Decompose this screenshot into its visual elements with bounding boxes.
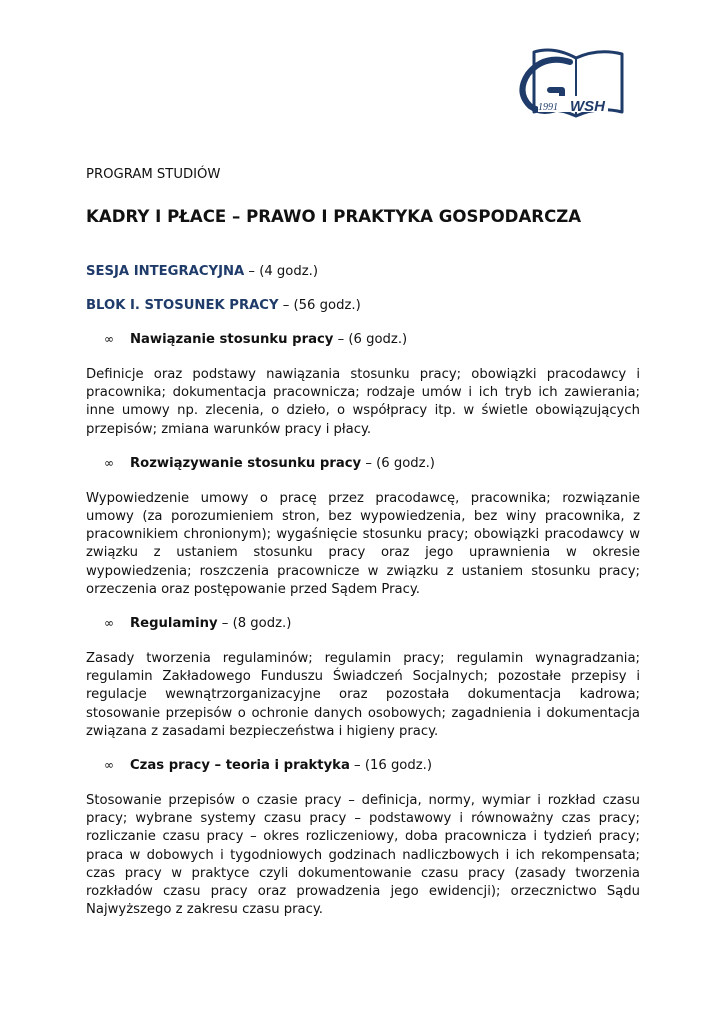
topic-heading [104,614,640,633]
topic-name: Rozwiązywanie stosunku pracy [130,455,362,471]
logo-year: 1991 [538,102,558,113]
section-block-1 [86,297,640,315]
infinity-bullet-icon: ∞ [104,758,114,773]
infinity-bullet-icon: ∞ [104,332,114,346]
topic-hours: – (16 godz.) [349,758,433,774]
topic-heading [104,330,640,349]
topic-hours: – (6 godz.) [333,332,408,347]
topic-name: Czas pracy – teoria i praktyka [130,758,350,774]
topic-hours: – (6 godz.) [361,455,435,471]
section-name: BLOK I. STOSUNEK PRACY [86,298,279,313]
section-hours: – (4 godz.) [244,264,318,279]
program-label: PROGRAM STUDIÓW [86,167,221,182]
wsh-logo [514,44,634,124]
section-hours: – (56 godz.) [278,298,361,313]
page-title: KADRY I PŁACE – PRAWO I PRAKTYKA GOSPODARCZA [86,207,582,226]
logo-abbrev: WSH [570,98,605,115]
topic-heading [104,454,640,473]
topic-description: Wypowiedzenie umowy o pracę przez pracodawcę, pracownika; rozwiązanie umowy (za porozumieniem stron, bez wypowiedzenia, bez winy pracownika, z pracownikiem chronionym); wygaśnięcie stosunku pracy; obowiązki pracodawcy w związku z ustaniem stosunku pracy oraz jego uprawnienia w okresie wypowiedzenia; roszczenia pracownicze w związku z ustaniem stosunku pracy; orzeczenia oraz postępowanie przed Sądem Pracy. [86,490,640,597]
infinity-bullet-icon: ∞ [104,455,114,470]
topic-description: Definicje oraz podstawy nawiązania stosunku pracy; obowiązki pracodawcy i pracownika; dokumentacja pracownicza; rodzaje umów i ich tryb ich zawierania; inne umowy np. zlecenia, o dzieło, o współpracy itp. w świetle obowiązujących przepisów; zmiana warunków pracy i płacy. [86,367,640,437]
topic-description: Stosowanie przepisów o czasie pracy – definicja, normy, wymiar i rozkład czasu pracy; wybrane systemy czasu pracy – podstawowy i równoważny czas pracy; rozliczanie czasu pracy – okres rozliczeniowy, doba pracownicza i tydzień pracy; praca w dobowych i tygodniowych godzinach nadliczbowych i ich rekompensata; czas pracy w praktyce czyli dokumentowanie czasu pracy (zasady tworzenia rozkładów czasu pracy oraz prowadzenia jego ewidencji); orzecznictwo Sądu Najwyższego z zakresu czasu pracy. [86,793,640,918]
section-integration [86,263,640,281]
topic-name: Regulaminy [130,616,218,632]
infinity-bullet-icon: ∞ [104,616,114,631]
topic-hours: – (8 godz.) [217,616,292,632]
topic-description: Zasady tworzenia regulaminów; regulamin pracy; regulamin wynagradzania; regulamin Zakładowego Funduszu Świadczeń Socjalnych; pozostałe przepisy i regulacje wewnątrzorganizacyjne oraz pozostała dokumentacja kadrowa; stosowanie przepisów o ochronie danych osobowych; zagadnienia i dokumentacja związana z zasadami bezpieczeństwa i higieny pracy. [86,651,640,739]
document-content [86,166,640,919]
topic-heading [104,756,640,775]
section-name: SESJA INTEGRACYJNA [86,264,245,279]
topic-name: Nawiązanie stosunku pracy [130,332,334,347]
